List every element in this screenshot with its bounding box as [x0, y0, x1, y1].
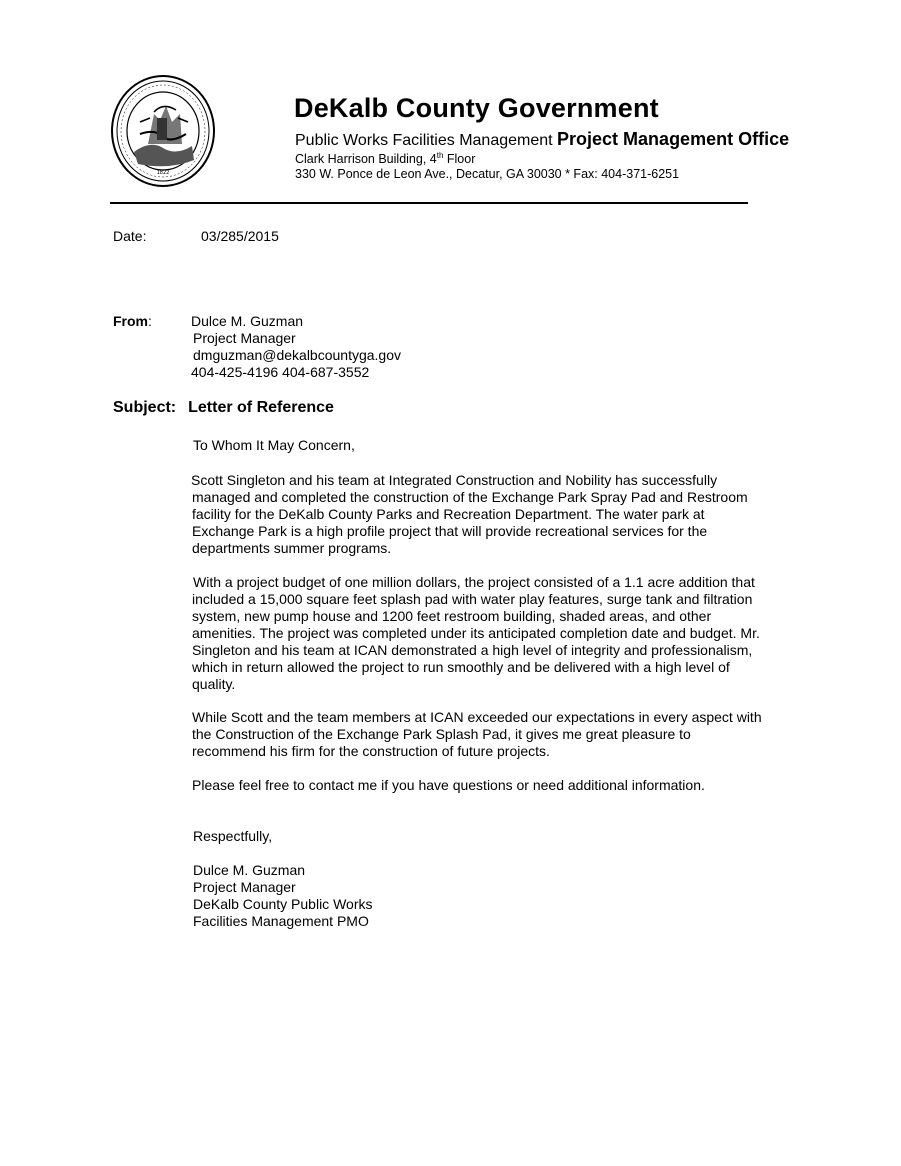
signature-name: Dulce M. Guzman — [193, 862, 306, 878]
closing: Respectfully, — [193, 828, 273, 844]
date-label: Date: — [113, 228, 147, 244]
from-label: From — [113, 313, 148, 329]
from-phone: 404-425-4196 404-687-3552 — [191, 364, 370, 380]
from-name: Dulce M. Guzman — [191, 313, 304, 329]
salutation: To Whom It May Concern, — [193, 437, 355, 453]
org-name: DeKalb County Government — [294, 93, 659, 123]
header-divider — [110, 202, 748, 204]
from-email: dmguzman@dekalbcountyga.gov — [193, 347, 402, 363]
from-title: Project Manager — [193, 330, 296, 346]
svg-text:1822: 1822 — [156, 170, 170, 176]
signature-block — [193, 862, 372, 930]
signature-dept: DeKalb County Public Works — [193, 896, 373, 912]
department-name: Public Works Facilities Management — [295, 132, 553, 149]
subject-line — [113, 399, 334, 417]
office-name: Project Management Office — [557, 129, 790, 149]
subject-label: Subject: — [113, 399, 177, 416]
body-paragraph-3: While Scott and the team members at ICAN exceeded our expectations in every aspect with the Construction of the Exchange Park Splash Pad, it gives me great pleasure to recommend his firm for the construction of future projects. — [192, 709, 762, 759]
county-seal — [110, 74, 216, 188]
from-block — [191, 313, 401, 381]
department-line — [295, 129, 789, 150]
signature-office: Facilities Management PMO — [193, 913, 369, 929]
body-paragraph-4: Please feel free to contact me if you have questions or need additional information. — [192, 777, 705, 793]
body-paragraph-2: With a project budget of one million dollars, the project consisted of a 1.1 acre addition that included a 15,000 square feet splash pad with water play features, surge tank and filtration system, new pump house and 1200 feet restroom building, shaded areas, and other amenities. The project was completed under its anticipated completion date and budget. Mr. Singleton and his team at ICAN demonstrated a high level of integrity and professionalism, which in return allowed the project to run smoothly and be delivered with a high level of quality. — [192, 574, 760, 692]
address-line-1: Clark Harrison Building, 4th Floor — [295, 151, 476, 167]
date-value: 03/285/2015 — [201, 228, 279, 244]
county-seal-icon — [110, 74, 216, 188]
from-colon: : — [148, 313, 152, 329]
address-line-2: 330 W. Ponce de Leon Ave., Decatur, GA 30030 * Fax: 404-371-6251 — [295, 167, 680, 181]
signature-title: Project Manager — [193, 879, 296, 895]
subject-text: Letter of Reference — [188, 399, 334, 416]
body-paragraph-1: Scott Singleton and his team at Integrated Construction and Nobility has successfully managed and completed the construction of the Exchange Park Spray Pad and Restroom facility for the DeKalb County Parks and Recreation Department. The water park at Exchange Park is a high profile project that will provide recreational services for the departments summer programs. — [191, 472, 748, 556]
